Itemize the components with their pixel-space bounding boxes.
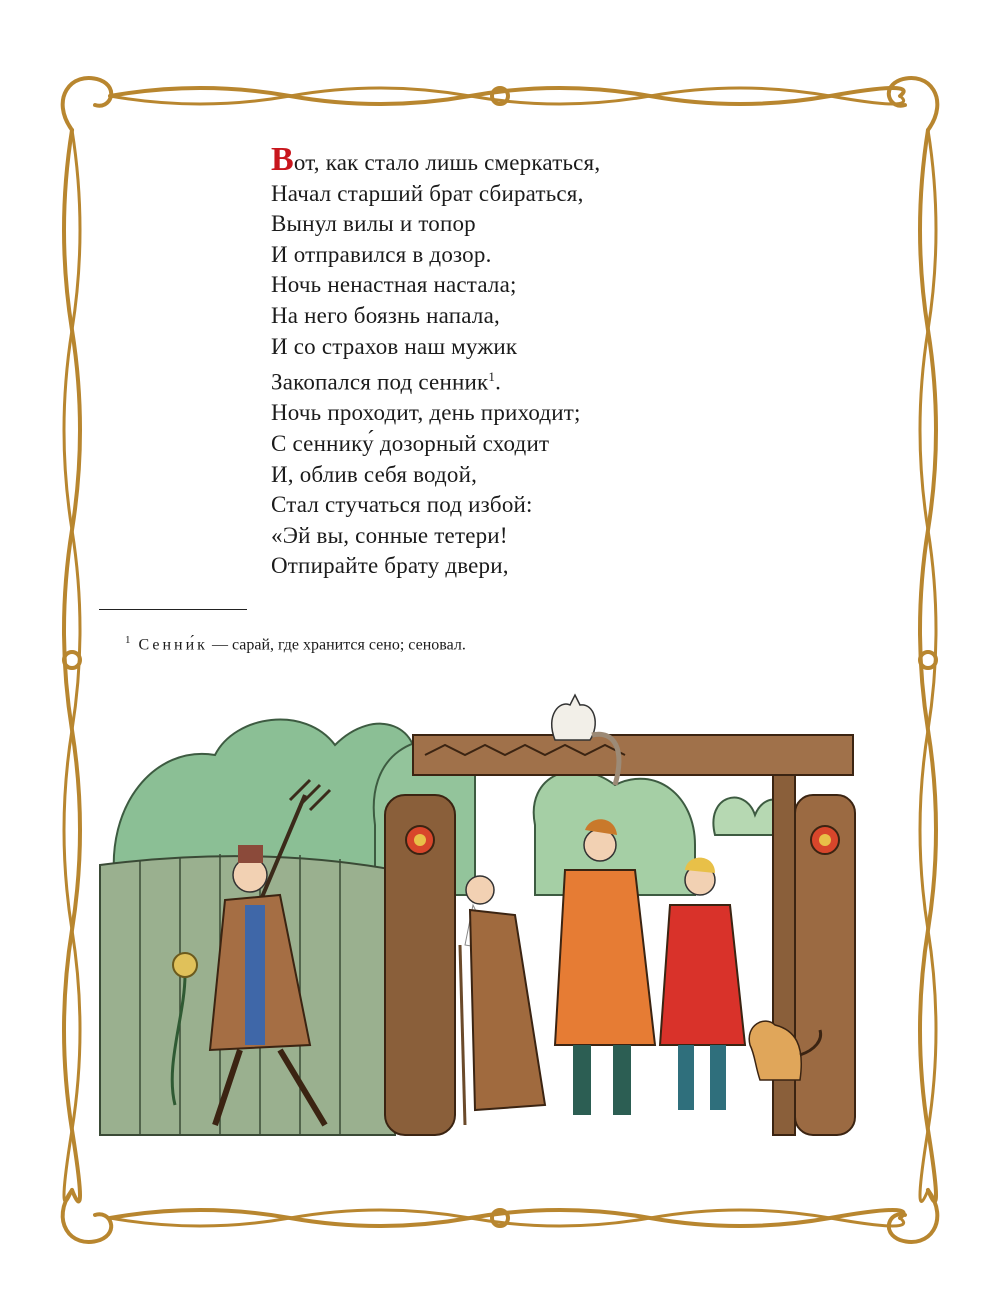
poem-line: С сеннику́ дозорный сходит [271, 431, 550, 456]
drop-cap: В [271, 141, 294, 178]
folk-illustration [95, 685, 875, 1155]
gate-post-right [773, 775, 795, 1135]
poem-line-end-period: . [495, 369, 502, 395]
footnote-marker: 1 [488, 369, 496, 385]
poem-line: Стал стучаться под избой: [271, 492, 533, 518]
poem-stanza [271, 141, 601, 582]
poem-line-text: Закопался под сенник [271, 369, 489, 395]
poem-line: Отпирайте брату двери, [271, 553, 509, 579]
gate-beam [413, 735, 853, 775]
footnote-number: 1 [125, 634, 131, 646]
poem-line [271, 141, 601, 179]
poem-line: Ночь ненастная настала; [271, 272, 517, 298]
poem-line: И со страхов наш мужик [271, 333, 518, 359]
footnote-definition: — сарай, где хранится сено; сеновал. [207, 636, 466, 654]
poem-line-text: от, как стало лишь смеркаться, [293, 150, 601, 175]
poem-line [271, 362, 600, 398]
footnote-term: Сенни́к [138, 636, 208, 654]
poem-line: И отправился в дозор. [271, 241, 492, 267]
poem-line: Ночь проходит, день приходит; [271, 400, 581, 426]
footnote [125, 634, 466, 654]
poem-line: И, облив себя водой, [271, 461, 478, 487]
poem-line: Вынул вилы и топор [271, 211, 476, 237]
poem-line: На него боязнь напала, [271, 302, 500, 328]
poem-line: Начал старший брат сбираться, [271, 180, 584, 206]
footnote-divider [99, 609, 247, 610]
cat [552, 695, 596, 740]
old-man [460, 876, 545, 1125]
poem-line: «Эй вы, сонные тетери! [271, 522, 508, 548]
